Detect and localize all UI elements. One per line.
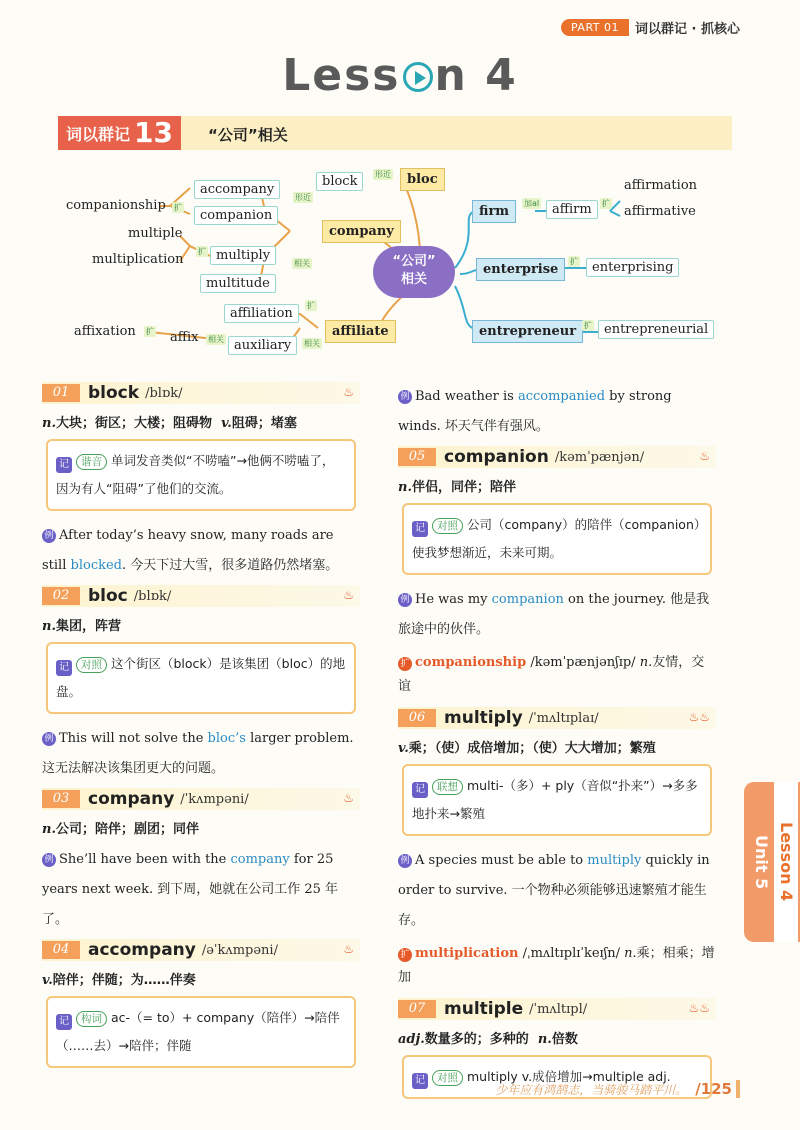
def-text: 伴侣，同伴；陪伴 xyxy=(411,480,516,495)
tag-ext-2: 扩 xyxy=(198,247,206,256)
pos: n. xyxy=(624,946,637,961)
tip-text: multi-（多）+ ply（音似“扑来”）→多多地扑来→繁殖 xyxy=(412,778,698,821)
pos: n. xyxy=(398,480,412,495)
entry-word: bloc xyxy=(88,586,128,606)
example-sentence xyxy=(398,846,716,936)
entry-ipa: /əˈkʌmpəni/ xyxy=(201,942,278,958)
def-text: 数量多的；多种的 xyxy=(424,1032,529,1047)
hub-affiliate: affiliate xyxy=(325,320,396,343)
entry-definition xyxy=(398,476,716,495)
entry-number: 03 xyxy=(42,790,80,808)
example-text-b: larger problem. 这无法解决该集团更大的问题。 xyxy=(42,731,354,776)
pos: n. xyxy=(42,619,56,634)
entry-number: 02 xyxy=(42,587,80,605)
entry-number: 04 xyxy=(42,941,80,959)
extend-icon: 扩 xyxy=(398,657,412,671)
memory-icon: 记 xyxy=(56,660,72,676)
entry-ipa: /blɒk/ xyxy=(133,588,172,604)
example-icon: 例 xyxy=(398,390,412,404)
example-highlight: multiply xyxy=(587,853,642,868)
entry-definition xyxy=(398,737,716,756)
entry-ipa: /ˈmʌltɪplaɪ/ xyxy=(528,710,599,726)
memory-icon: 记 xyxy=(56,457,72,473)
example-sentence xyxy=(398,585,716,645)
tip-tag: 谐音 xyxy=(76,454,107,470)
example-sentence xyxy=(42,521,360,581)
entry-definition xyxy=(42,818,360,837)
group-label xyxy=(58,116,181,150)
def-text: 阻碍；堵塞 xyxy=(231,416,297,431)
tip-text: 公司（company）的陪伴（companion）使我梦想渐近，未来可期。 xyxy=(412,517,701,560)
example-text-b: quickly in order to survive. 一个物种必须能够迅速繁殖才能生存。 xyxy=(398,853,710,928)
entry-definition xyxy=(42,615,360,634)
def-text: 集团，阵营 xyxy=(55,619,121,634)
def-text: 乘；（使）成倍增加；（使）大大增加；繁殖 xyxy=(408,741,656,756)
example-icon: 例 xyxy=(398,593,412,607)
tag-near: 形近 xyxy=(375,170,391,179)
derivative-ipa: /kəmˈpænjənʃɪp/ xyxy=(530,655,636,670)
entry-word: multiply xyxy=(444,708,523,728)
entry-ipa: /ˈmʌltɪpl/ xyxy=(529,1001,588,1017)
tag-ext-3: 扩 xyxy=(307,301,315,310)
entry-ipa: /ˈkʌmpəni/ xyxy=(180,791,249,807)
node-block: block xyxy=(316,172,363,191)
tip-tag: 对照 xyxy=(432,518,463,534)
node-multiple: multiple xyxy=(128,226,183,241)
example-text-a: After today’s heavy snow, many roads are still xyxy=(42,528,334,573)
entry-02-head xyxy=(42,585,360,607)
entry-definition xyxy=(398,1028,716,1047)
entry-definition xyxy=(42,969,360,988)
flame-icon: ♨♨ xyxy=(688,710,710,724)
example-sentence xyxy=(398,382,716,442)
tip-box xyxy=(46,996,356,1068)
example-icon: 例 xyxy=(42,853,56,867)
group-number: 13 xyxy=(134,116,173,149)
flame-icon: ♨ xyxy=(699,449,710,463)
example-text-a: This will not solve the xyxy=(59,731,208,746)
entry-06-head xyxy=(398,707,716,729)
tip-text: 这个街区（block）是该集团（bloc）的地盘。 xyxy=(56,656,346,699)
node-auxiliary: auxiliary xyxy=(228,336,297,355)
node-affirmative: affirmative xyxy=(624,204,696,219)
hub-company: company xyxy=(322,220,401,243)
derivative xyxy=(398,651,716,699)
tip-tag: 联想 xyxy=(432,779,463,795)
flame-icon: ♨ xyxy=(343,588,354,602)
flame-icon: ♨ xyxy=(343,942,354,956)
hub-bloc: bloc xyxy=(400,168,445,191)
example-sentence xyxy=(42,845,360,935)
left-column xyxy=(42,382,360,1078)
mind-map xyxy=(60,156,740,356)
entry-definition xyxy=(42,412,360,431)
play-icon[interactable] xyxy=(403,62,433,92)
entry-05-head xyxy=(398,446,716,468)
tip-tag: 对照 xyxy=(432,1070,463,1086)
entry-ipa: /blɒk/ xyxy=(145,385,183,401)
node-accompany: accompany xyxy=(194,180,280,199)
node-multiplication: multiplication xyxy=(92,252,184,267)
flame-icon: ♨ xyxy=(343,385,354,399)
unit-side-tab[interactable] xyxy=(744,782,800,942)
lesson-label: Lesson 4 xyxy=(774,782,798,942)
page-number: /125 xyxy=(695,1080,740,1098)
def-text: 陪伴；伴随；为……伴奏 xyxy=(52,973,196,988)
derivative-ipa: /ˌmʌltɪplɪˈkeɪʃn/ xyxy=(522,946,620,961)
entry-01-head xyxy=(42,382,360,404)
pos: v. xyxy=(221,416,232,431)
node-affix: affix xyxy=(170,330,199,345)
node-enterprising: enterprising xyxy=(586,258,679,277)
node-affirm: affirm xyxy=(546,200,598,219)
entry-word: accompany xyxy=(88,940,196,960)
memory-icon: 记 xyxy=(412,521,428,537)
entry-word: companion xyxy=(444,447,549,467)
page-footer xyxy=(495,1080,740,1098)
pos: adj. xyxy=(398,1032,425,1047)
example-text-a: She’ll have been with the xyxy=(59,852,231,867)
example-icon: 例 xyxy=(42,529,56,543)
memory-icon: 记 xyxy=(412,1073,428,1089)
tip-tag: 构词 xyxy=(76,1011,107,1027)
memory-icon: 记 xyxy=(412,782,428,798)
pos: n. xyxy=(639,655,653,670)
example-sentence xyxy=(42,724,360,784)
node-multitude: multitude xyxy=(200,274,276,293)
tip-box xyxy=(402,503,712,575)
pos: n. xyxy=(42,416,56,431)
lesson-title-prefix: Less xyxy=(282,50,401,101)
tip-box xyxy=(402,764,712,836)
def-text: 大块；街区；大楼；阻碍物 xyxy=(55,416,212,431)
node-affiliation: affiliation xyxy=(224,304,299,323)
derivative-def: 友情，交谊 xyxy=(398,655,705,694)
center-node xyxy=(373,246,455,298)
node-affirmation: affirmation xyxy=(624,178,698,193)
tip-tag: 对照 xyxy=(76,657,107,673)
example-icon: 例 xyxy=(42,732,56,746)
pos: v. xyxy=(398,741,409,756)
example-text-b: for 25 years next week. 到下周，她就在公司工作 25 年了。 xyxy=(42,852,339,927)
part-badge: PART 01 xyxy=(561,19,629,36)
entry-07-head xyxy=(398,998,716,1020)
tag-ext-4: 扩 xyxy=(146,327,154,336)
entry-word: company xyxy=(88,789,175,809)
group-label-text: 词以群记 xyxy=(66,124,131,144)
tip-text: multiply v.成倍增加→multiple adj. xyxy=(467,1069,671,1084)
example-text-a: Bad weather is xyxy=(415,389,518,404)
flame-icon: ♨♨ xyxy=(688,1001,710,1015)
flame-icon: ♨ xyxy=(343,791,354,805)
entry-03-head xyxy=(42,788,360,810)
node-entrepreneurial: entrepreneurial xyxy=(598,320,714,339)
hub-firm: firm xyxy=(472,200,516,223)
example-highlight: bloc’s xyxy=(207,731,246,746)
example-text-b: by strong winds. 坏天气伴有强风。 xyxy=(398,389,672,434)
example-text-a: A species must be able to xyxy=(415,853,588,868)
entry-number: 07 xyxy=(398,1000,436,1018)
center-line-2: 相关 xyxy=(400,272,427,287)
node-companion: companion xyxy=(194,206,278,225)
extend-icon: 扩 xyxy=(398,948,412,962)
tag-rel-4: 相关 xyxy=(208,335,224,344)
example-icon: 例 xyxy=(398,854,412,868)
derivative xyxy=(398,942,716,990)
derivative-word: companionship xyxy=(415,655,527,670)
pos: v. xyxy=(42,973,53,988)
example-text-b: . 今天下过大雪，很多道路仍然堵塞。 xyxy=(122,558,339,573)
unit-label: Unit 5 xyxy=(752,834,771,890)
tag-rel-3: 相关 xyxy=(304,339,320,348)
entry-number: 06 xyxy=(398,709,436,727)
tag-ext-5: 扩 xyxy=(602,199,610,208)
example-highlight: blocked xyxy=(70,558,122,573)
tag-ext-7: 扩 xyxy=(584,321,592,330)
def-text: 公司；陪伴；剧团；同伴 xyxy=(55,822,199,837)
tag-rel-1: 形近 xyxy=(295,193,311,202)
entry-number: 05 xyxy=(398,448,436,466)
footer-motto: 少年应有鸿鹄志，当骑骏马踏平川。 xyxy=(495,1082,688,1097)
example-highlight: companion xyxy=(491,592,564,607)
derivative-word: multiplication xyxy=(415,946,519,961)
memory-icon: 记 xyxy=(56,1014,72,1030)
example-highlight: accompanied xyxy=(517,389,606,404)
lesson-title-suffix: n 4 xyxy=(434,50,518,101)
hub-enterprise: enterprise xyxy=(476,258,565,281)
tip-box xyxy=(46,439,356,511)
tip-box xyxy=(46,642,356,714)
entry-word: multiple xyxy=(444,999,524,1019)
tip-text: ac-（= to）+ company（陪伴）→陪伴（……去）→陪伴；伴随 xyxy=(56,1010,340,1053)
node-affixation: affixation xyxy=(74,324,136,339)
entry-04-head xyxy=(42,939,360,961)
example-highlight: company xyxy=(230,852,290,867)
right-column xyxy=(398,382,716,1109)
tag-ext-6: 扩 xyxy=(570,257,578,266)
entry-word: block xyxy=(88,383,140,403)
page-header xyxy=(561,18,740,37)
pos: n. xyxy=(537,1032,552,1047)
tag-ah: 加al xyxy=(524,199,540,208)
center-line-1: “公司” xyxy=(392,254,436,269)
derivative-def: 乘；相乘；增加 xyxy=(398,946,715,985)
header-title: 词以群记 · 抓核心 xyxy=(635,22,740,37)
pos: n. xyxy=(42,822,56,837)
tag-rel-2: 相关 xyxy=(294,259,310,268)
node-companionship: companionship xyxy=(66,198,166,213)
example-text-b: on the journey. 他是我旅途中的伙伴。 xyxy=(398,592,710,637)
hub-entrepreneur: entrepreneur xyxy=(472,320,583,343)
entry-ipa: /kəmˈpænjən/ xyxy=(554,449,645,465)
def-text: 倍数 xyxy=(551,1032,578,1047)
example-text-a: He was my xyxy=(415,592,492,607)
group-title: “公司”相关 xyxy=(208,126,288,144)
tip-text: 单词发音类似“不唠嗑”→他俩不唠嗑了，因为有人“阻碍”了他们的交流。 xyxy=(56,453,335,496)
entry-number: 01 xyxy=(42,384,80,402)
group-banner xyxy=(58,116,732,150)
node-multiply: multiply xyxy=(210,246,276,265)
lesson-title xyxy=(0,50,800,101)
tag-ext-1: 扩 xyxy=(174,203,182,212)
